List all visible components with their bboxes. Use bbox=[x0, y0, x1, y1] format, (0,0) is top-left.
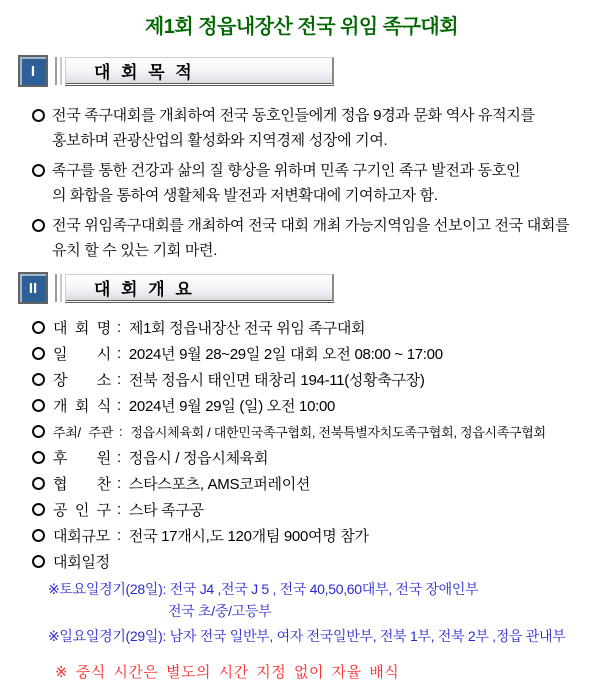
item-label: 후 원 bbox=[53, 449, 111, 467]
item-colon: : bbox=[117, 396, 121, 414]
lunch-note: ※ 중식 시간은 별도의 시간 지정 없이 자율 배식 bbox=[55, 664, 400, 681]
circle-bullet-icon bbox=[32, 503, 45, 516]
item-value: 전국 17개시,도 120개팀 900여명 참가 bbox=[128, 527, 369, 545]
section-1-numeral-box bbox=[18, 55, 48, 87]
item-value: 정읍시 / 정읍시체육회 bbox=[128, 449, 269, 467]
circle-bullet-icon bbox=[32, 109, 45, 122]
circle-bullet-icon bbox=[32, 477, 45, 490]
item-label: 개 회 식 bbox=[53, 397, 111, 415]
item-value: 제1회 정읍내장산 전국 위임 족구대회 bbox=[128, 319, 366, 337]
section-2-title-bar bbox=[65, 274, 334, 303]
item-colon: : bbox=[117, 448, 121, 466]
overview-list bbox=[32, 314, 603, 574]
section-2-heading: 대 회 개 요 bbox=[94, 280, 195, 299]
section-1-numeral: I bbox=[30, 62, 36, 80]
item-label: 협 찬 bbox=[53, 475, 111, 493]
schedule-saturday: ※토요일경기(28일): 전국 J4 ,전국 J 5 , 전국 40,50,60대부, 전국 장애인부 bbox=[48, 581, 479, 597]
circle-bullet-icon bbox=[32, 321, 45, 334]
item-label: 공 인 구 bbox=[53, 501, 111, 519]
section-2-numeral-box bbox=[18, 272, 48, 304]
item-value: 스타 족구공 bbox=[128, 501, 204, 519]
overview-item-ball bbox=[32, 496, 603, 522]
item-value: 2024년 9월 28~29일 2일 대회 오전 08:00 ~ 17:00 bbox=[128, 345, 443, 363]
purpose-bullet bbox=[32, 158, 603, 208]
item-value: 정읍시체육회 / 대한민국족구협회, 전북특별자치도족구협회, 정읍시족구협회 bbox=[130, 424, 546, 440]
schedule-sunday: ※일요일경기(29일): 남자 전국 일반부, 여자 전국일반부, 전북 1부, 전북 2부 ,정읍 관내부 bbox=[48, 628, 566, 644]
overview-item-date bbox=[32, 340, 603, 366]
bullet-line: 의 화합을 통하여 생활체육 발전과 저변확대에 기여하고자 함. bbox=[52, 187, 438, 204]
item-colon: : bbox=[117, 526, 121, 544]
item-label: 장 소 bbox=[53, 371, 111, 389]
circle-bullet-icon bbox=[32, 425, 45, 438]
item-colon: : bbox=[117, 344, 121, 362]
section-2-header bbox=[18, 272, 603, 304]
circle-bullet-icon bbox=[32, 399, 45, 412]
item-colon: : bbox=[117, 318, 121, 336]
item-colon: : bbox=[119, 423, 123, 439]
section-1-header bbox=[18, 55, 603, 87]
item-label: 대 회 명 bbox=[53, 319, 111, 337]
overview-item-host bbox=[32, 418, 603, 444]
bullet-line: 전국 족구대회를 개최하여 전국 동호인들에게 정읍 9경과 문화 역사 유적지를 bbox=[52, 107, 535, 124]
item-label: 일 시 bbox=[53, 345, 111, 363]
circle-bullet-icon bbox=[32, 529, 45, 542]
overview-item-support bbox=[32, 470, 603, 496]
bullet-text bbox=[52, 213, 569, 263]
overview-item-sponsor bbox=[32, 444, 603, 470]
schedule-block bbox=[0, 578, 603, 647]
section-1-title-bar bbox=[65, 57, 334, 86]
section-2-numeral: II bbox=[28, 279, 38, 297]
section-divider bbox=[55, 274, 62, 302]
overview-item-timetable bbox=[32, 548, 603, 574]
circle-bullet-icon bbox=[32, 373, 45, 386]
item-label: 대회규모 bbox=[53, 527, 110, 545]
bullet-text bbox=[52, 158, 520, 208]
item-value: 2024년 9월 29일 (일) 오전 10:00 bbox=[128, 397, 336, 415]
section-1-heading: 대 회 목 적 bbox=[94, 63, 195, 82]
overview-item-name bbox=[32, 314, 603, 340]
bullet-line: 홍보하며 관광산업의 활성화와 지역경제 성장에 기여. bbox=[52, 132, 388, 149]
item-label: 대회일정 bbox=[53, 553, 110, 571]
schedule-saturday-continued: 전국 초/중/고등부 bbox=[168, 603, 272, 619]
item-label: 주최/ 주관 bbox=[53, 424, 113, 440]
overview-item-ceremony bbox=[32, 392, 603, 418]
section-divider bbox=[55, 57, 62, 85]
bullet-line: 족구를 통한 건강과 삶의 질 향상을 위하며 민족 구기인 족구 발전과 동호인 bbox=[52, 162, 521, 179]
circle-bullet-icon bbox=[32, 451, 45, 464]
circle-bullet-icon bbox=[32, 555, 45, 568]
item-colon: : bbox=[117, 370, 121, 388]
circle-bullet-icon bbox=[32, 164, 45, 177]
bullet-text bbox=[52, 103, 535, 153]
page-title: 제1회 정읍내장산 전국 위임 족구대회 bbox=[144, 16, 459, 38]
item-colon: : bbox=[117, 500, 121, 518]
purpose-list bbox=[32, 103, 603, 263]
purpose-bullet bbox=[32, 103, 603, 153]
overview-item-scale bbox=[32, 522, 603, 548]
bullet-line: 전국 위임족구대회를 개최하여 전국 대회 개최 가능지역임을 선보이고 전국 대회를 bbox=[52, 217, 570, 234]
item-value: 전북 정읍시 태인면 태창리 194-11(성황축구장) bbox=[128, 371, 425, 389]
item-value: 스타스포츠, AMS코퍼레이션 bbox=[128, 475, 311, 493]
bullet-line: 유치 할 수 있는 기회 마련. bbox=[52, 242, 218, 259]
circle-bullet-icon bbox=[32, 347, 45, 360]
item-colon: : bbox=[117, 474, 121, 492]
overview-item-place bbox=[32, 366, 603, 392]
purpose-bullet bbox=[32, 213, 603, 263]
circle-bullet-icon bbox=[32, 219, 45, 232]
